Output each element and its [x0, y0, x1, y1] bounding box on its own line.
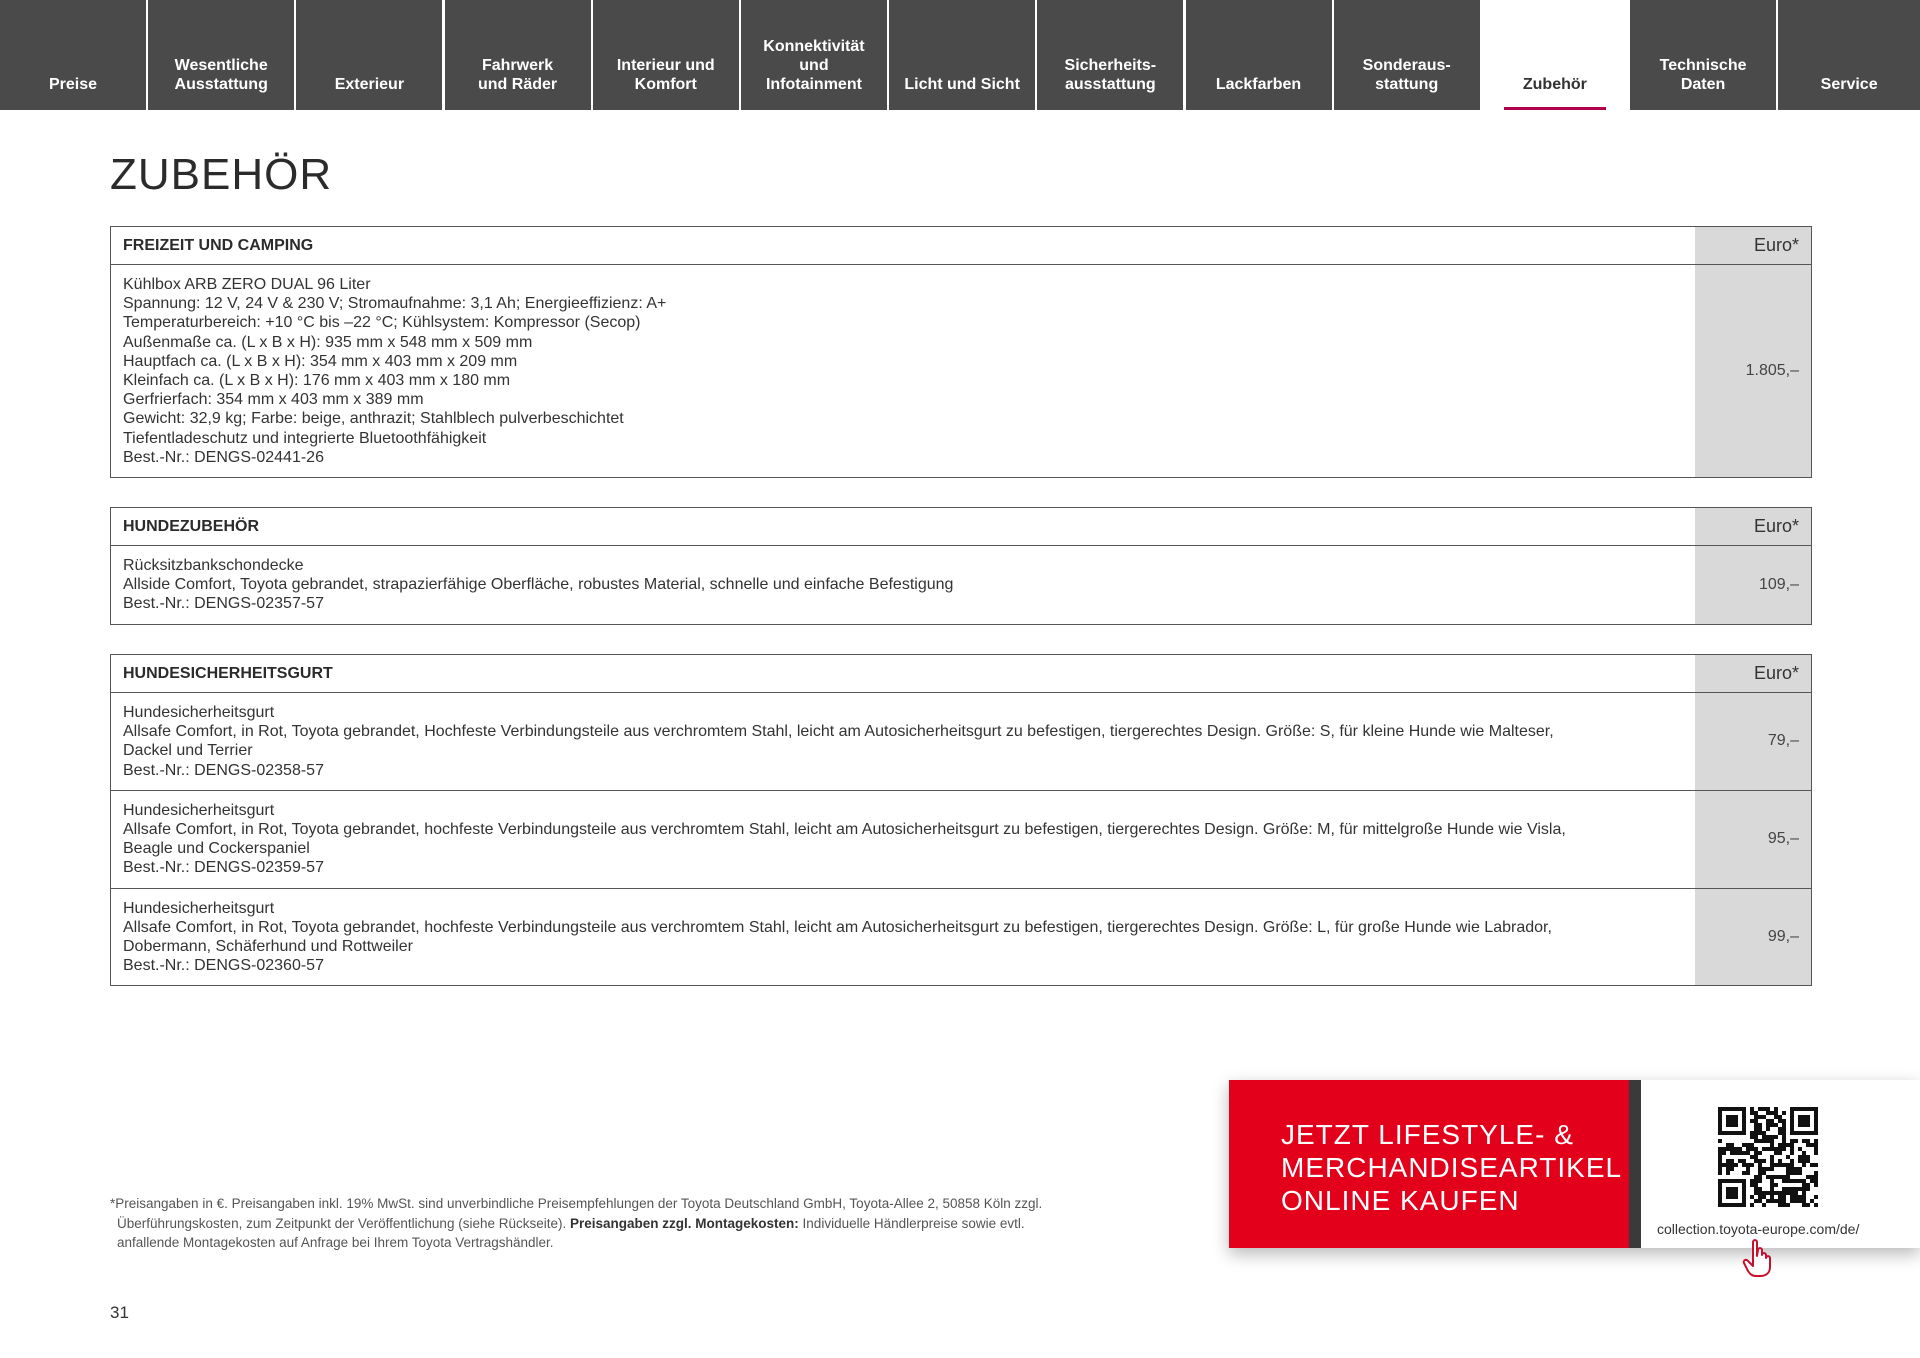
item-description	[111, 693, 1695, 790]
item-detail-line: Kleinfach ca. (L x B x H): 176 mm x 403 mm x 180 mm	[123, 372, 511, 390]
item-price: 99,–	[1695, 889, 1811, 986]
page-number: 31	[110, 1303, 129, 1322]
item-detail-line: Best.-Nr.: DENGS-02360-57	[123, 957, 324, 975]
table-header-row	[111, 655, 1811, 692]
accessory-table	[110, 507, 1812, 625]
table-row	[111, 264, 1811, 477]
nav-tab[interactable]: Sicherheits- ausstattung	[1037, 0, 1183, 110]
item-detail-line: Best.-Nr.: DENGS-02359-57	[123, 859, 324, 877]
item-description	[111, 546, 1695, 624]
nav-tab[interactable]: Technische Daten	[1630, 0, 1776, 110]
promo-line-2: MERCHANDISEARTIKEL	[1281, 1152, 1623, 1183]
price-column-header: Euro*	[1695, 655, 1811, 692]
price-footnote	[110, 1194, 1150, 1253]
promo-divider	[1629, 1080, 1641, 1248]
item-detail-line: Allsafe Comfort, in Rot, Toyota gebrandet, hochfeste Verbindungsteile aus verchromtem Stahl, leicht am Autosicherheitsgurt zu befestigen, tiergerechtes Design. Größe: M, für mittelgroße Hunde wie Visla,	[123, 821, 1566, 839]
nav-tab[interactable]: Zubehör	[1482, 0, 1628, 110]
item-name: Kühlbox ARB ZERO DUAL 96 Liter	[123, 276, 371, 293]
footnote-line-2-text: Überführungskosten, zum Zeitpunkt der Veröffentlichung (siehe Rückseite).	[117, 1215, 570, 1231]
item-description	[111, 265, 1695, 477]
table-heading: HUNDESICHERHEITSGURT	[123, 664, 333, 682]
price-column-header: Euro*	[1695, 508, 1811, 545]
nav-tab[interactable]: Service	[1778, 0, 1920, 110]
item-name: Hundesicherheitsgurt	[123, 899, 275, 917]
price-column-header: Euro*	[1695, 227, 1811, 264]
table-row	[111, 790, 1811, 888]
item-detail-line: Beagle und Cockerspaniel	[123, 840, 310, 858]
table-row	[111, 692, 1811, 790]
item-detail-line: Hauptfach ca. (L x B x H): 354 mm x 403 mm x 209 mm	[123, 352, 518, 370]
footnote-line-2	[110, 1214, 1150, 1234]
item-detail-line: Tiefentladeschutz und integrierte Bluetoothfähigkeit	[123, 429, 487, 447]
item-detail-line: Gewicht: 32,9 kg; Farbe: beige, anthrazit; Stahlblech pulverbeschichtet	[123, 410, 624, 428]
nav-tab[interactable]: Preise	[0, 0, 146, 110]
item-name: Hundesicherheitsgurt	[123, 801, 275, 819]
promo-headline[interactable]	[1229, 1080, 1639, 1248]
section-navigation	[0, 0, 1920, 110]
item-detail-line: Best.-Nr.: DENGS-02357-57	[123, 595, 324, 613]
promo-line-1: JETZT LIFESTYLE- &	[1281, 1119, 1574, 1150]
page-title: ZUBEHÖR	[110, 150, 333, 199]
nav-tab[interactable]: Licht und Sicht	[889, 0, 1035, 110]
item-detail-line: Außenmaße ca. (L x B x H): 935 mm x 548 mm x 509 mm	[123, 333, 533, 351]
table-row	[111, 545, 1811, 624]
item-name: Hundesicherheitsgurt	[123, 704, 275, 721]
table-row	[111, 888, 1811, 986]
nav-tab[interactable]: Lackfarben	[1186, 0, 1332, 110]
item-detail-line: Allsafe Comfort, in Rot, Toyota gebrandet, hochfeste Verbindungsteile aus verchromtem Stahl, leicht am Autosicherheitsgurt zu befestigen, tiergerechtes Design. Größe: L, für große Hunde wie Labrador,	[123, 918, 1552, 936]
item-description	[111, 889, 1695, 986]
table-heading: HUNDEZUBEHÖR	[123, 517, 259, 535]
nav-tab[interactable]: Wesentliche Ausstattung	[148, 0, 294, 110]
table-header-row	[111, 508, 1811, 545]
nav-tab[interactable]: Konnektivität und Infotainment	[741, 0, 887, 110]
item-name: Rücksitzbankschondecke	[123, 557, 304, 574]
item-price: 79,–	[1695, 693, 1811, 790]
item-description	[111, 791, 1695, 888]
item-detail-line: Allside Comfort, Toyota gebrandet, strapazierfähige Oberfläche, robustes Material, schnelle und einfache Befestigung	[123, 576, 954, 594]
accessory-table	[110, 226, 1812, 478]
item-detail-line: Best.-Nr.: DENGS-02441-26	[123, 448, 324, 466]
table-header-row	[111, 227, 1811, 264]
item-price: 95,–	[1695, 791, 1811, 888]
nav-tab[interactable]: Sonderaus- stattung	[1334, 0, 1480, 110]
item-detail-line: Spannung: 12 V, 24 V & 230 V; Stromaufnahme: 3,1 Ah; Energieeffizienz: A+	[123, 295, 667, 313]
accessory-table	[110, 654, 1812, 986]
table-heading: FREIZEIT UND CAMPING	[123, 236, 314, 254]
promo-url-link[interactable]: collection.toyota-europe.com/de/	[1657, 1221, 1860, 1237]
footnote-bold-text: Preisangaben zzgl. Montagekosten:	[570, 1215, 799, 1231]
qr-code-icon[interactable]	[1718, 1107, 1818, 1207]
pointing-hand-icon	[1741, 1238, 1775, 1278]
item-detail-line: Best.-Nr.: DENGS-02358-57	[123, 761, 324, 779]
item-price: 109,–	[1695, 546, 1811, 624]
item-detail-line: Allsafe Comfort, in Rot, Toyota gebrandet, Hochfeste Verbindungsteile aus verchromtem Stahl, leicht am Autosicherheitsgurt zu befestigen, tiergerechtes Design. Größe: S, für kleine Hunde wie Malteser,	[123, 723, 1554, 741]
footnote-line-3: anfallende Montagekosten auf Anfrage bei Ihrem Toyota Vertragshändler.	[117, 1235, 554, 1250]
nav-tab[interactable]: Interieur und Komfort	[593, 0, 739, 110]
item-detail-line: Dobermann, Schäferhund und Rottweiler	[123, 938, 413, 956]
item-detail-line: Gerfrierfach: 354 mm x 403 mm x 389 mm	[123, 391, 424, 409]
nav-tab[interactable]: Exterieur	[296, 0, 442, 110]
promo-line-3: ONLINE KAUFEN	[1281, 1185, 1520, 1216]
item-detail-line: Dackel und Terrier	[123, 742, 253, 760]
footnote-line-2-tail: Individuelle Händlerpreise sowie evtl.	[798, 1215, 1025, 1231]
item-detail-line: Temperaturbereich: +10 °C bis –22 °C; Kühlsystem: Kompressor (Secop)	[123, 314, 641, 332]
nav-tab[interactable]: Fahrwerk und Räder	[445, 0, 591, 110]
footnote-line-1: *Preisangaben in €. Preisangaben inkl. 19% MwSt. sind unverbindliche Preisempfehlungen der Toyota Deutschland GmbH, Toyota-Allee 2, 50858 Köln zzgl.	[110, 1196, 1043, 1211]
item-price: 1.805,–	[1695, 265, 1811, 477]
